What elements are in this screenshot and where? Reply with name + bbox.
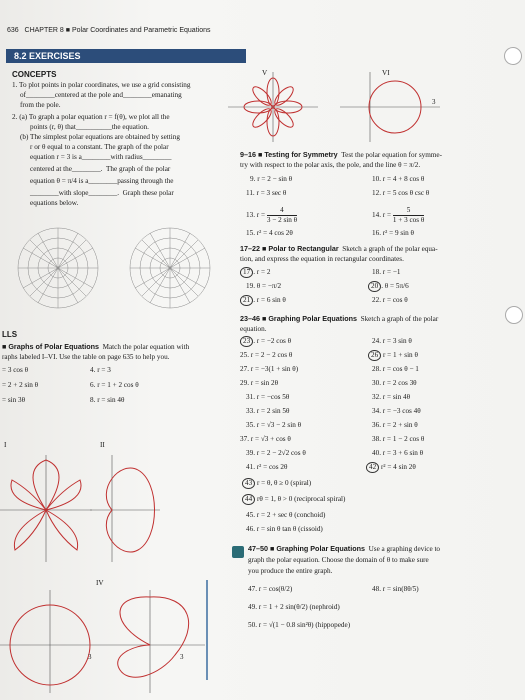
chapter-title: Polar Coordinates and Parametric Equations [71,27,211,34]
exercise-31: 31. r = −cos 5θ [246,393,290,401]
exercise-10: 10. r = 4 + 8 cos θ [372,175,425,183]
exercise-5: = 2 + 2 sin θ [2,381,39,389]
exercise-45: 45. r = 2 + sec θ (conchoid) [246,511,326,519]
running-header [7,27,211,34]
exercise-27: 27. r = −3(1 + sin θ) [240,365,299,373]
exercise-14: 14. r = $\frac{5}{\text{1 + 3 cos θ}}$ [372,206,425,224]
exercise-49: 49. r = 1 + 2 sin(θ/2) (nephroid) [248,603,340,611]
q2-line5: equation r = 3 is a________with radius________ [30,153,172,161]
exercise-33: 33. r = 2 sin 5θ [246,407,290,415]
binder-hole [505,306,523,324]
tick-3c: 3 [432,98,436,106]
graph-V-rose [228,72,318,142]
exercise-34: 34. r = −3 cos 4θ [372,407,421,415]
header-bullet: ■ [65,27,71,34]
graph-II-cardioid [90,450,160,565]
q1-line2: of________centered at the pole and________emanating [20,91,182,99]
symmetry-header: 9–16 ■ Testing for Symmetry Test the polar equation for symme- [240,150,442,159]
exercise-4: 4. r = 3 [90,366,111,374]
section-banner: 8.2 EXERCISES [6,49,246,63]
concepts-heading: CONCEPTS [12,70,57,79]
q2-line2: points (r, θ) that__________the equation. [30,123,149,131]
q1-line3: from the pole. [20,101,61,109]
skills-heading: LLS [2,330,18,339]
exercise-7: = sin 3θ [2,396,26,404]
symmetry-line2: try with respect to the polar axis, the pole, and the line θ = π/2. [240,161,421,169]
exercise-50: 50. r = √(1 − 0.8 sin²θ) (hippopede) [248,621,351,629]
exercise-19: 19. θ = −π/2 [246,282,282,290]
exercise-25: 25. r = 2 − 2 cos θ [240,351,293,359]
exercise-6: 6. r = 1 + 2 cos θ [90,381,139,389]
tick-3a: 3 [88,653,92,661]
exercise-47: 47. r = cos(θ/2) [248,585,293,593]
graphing-header: 23–46 ■ Graphing Polar Equations Sketch a graph of the polar [240,314,439,323]
rect-line2: tion, and express the equation in rectangular coordinates. [240,255,404,263]
q2-line6: centered at the________. The graph of the polar [30,165,171,173]
device-line3: you produce the entire graph. [248,567,333,575]
exercise-48: 48. r = sin(8θ/5) [372,585,419,593]
exercise-21: 21 . r = 6 sin θ [240,295,286,306]
exercise-39: 39. r = 2 − 2√2 cos θ [246,449,306,457]
exercise-28: 28. r = cos θ − 1 [372,365,419,373]
q2-line9: equations below. [30,199,79,207]
exercise-8: 8. r = sin 4θ [90,396,125,404]
graph-label-VI: VI [382,69,390,77]
exercise-46: 46. r = sin θ tan θ (cissoid) [246,525,323,533]
graph-label-V: V [262,69,268,77]
q2-line3: (b) The simplest polar equations are obtained by setting [20,133,180,141]
graph-VI-circle [340,72,440,142]
graphing-line2: equation. [240,325,267,333]
device-header: 47–50 ■ Graphing Polar Equations Use a graphing device to [248,544,441,553]
device-line2: graph the polar equation. Choose the domain of θ to make sure [248,556,429,564]
exercise-26: 26 r = 1 + sin θ [368,350,418,361]
exercise-20: 20 . θ = 5π/6 [368,281,409,292]
rect-header: 17–22 ■ Polar to Rectangular Sketch a graph of the polar equa- [240,244,438,253]
exercise-35: 35. r = √3 − 2 sin θ [246,421,302,429]
page-number: 636 [7,27,19,34]
exercise-3: = 3 cos θ [2,366,29,374]
exercise-32: 32. r = sin 4θ [372,393,411,401]
graph-label-I: I [4,441,7,449]
exercise-24: 24. r = 3 sin θ [372,337,412,345]
exercise-30: 30. r = 2 cos 3θ [372,379,417,387]
polar-grid-left [8,218,108,318]
graph-I-rose [0,450,92,565]
q2-line1: 2. (a) To graph a polar equation r = f(θ), we plot all the [12,113,170,121]
chapter-label: CHAPTER 8 [24,27,64,34]
q2-line8: ________with slope________. Graph these polar [30,189,174,197]
exercise-41: 41. r² = cos 2θ [246,463,288,471]
exercise-44: 44 rθ = 1, θ > 0 (reciprocal spiral) [242,494,345,505]
exercise-17: 17 . r = 2 [240,267,270,278]
exercise-43: 43 r = θ, θ ≥ 0 (spiral) [242,478,311,489]
exercise-23: 23 . r = −2 cos θ [240,336,291,347]
exercise-29: 29. r = sin 2θ [240,379,279,387]
skills-intro: ■ Graphs of Polar Equations Match the polar equation with [2,342,190,351]
polar-grid-right [120,218,220,318]
exercise-42: 42 r² = 4 sin 2θ [366,462,416,473]
binder-hole [504,47,522,65]
q2-line4: r or θ equal to a constant. The graph of the polar [30,143,169,151]
exercise-13: 13. r = $\frac{4}{\text{3 − 2 sin θ}}$ [246,206,298,224]
graph-label-IV: IV [96,579,104,587]
exercise-16: 16. r² = 9 sin θ [372,229,414,237]
exercise-36: 36. r = 2 + sin θ [372,421,418,429]
exercise-22: 22. r = cos θ [372,296,408,304]
q2-line7: equation θ = π/4 is a________passing through the [30,177,174,185]
q1-line1: 1. To plot points in polar coordinates, we use a grid consisting [12,81,191,89]
tick-3b: 3 [180,653,184,661]
exercise-9: 9. r = 2 − sin θ [250,175,293,183]
skills-intro-2: raphs labeled I–VI. Use the table on page 635 to help you. [2,353,170,361]
graphs-bottom [0,585,210,695]
exercise-40: 40. r = 3 + 6 sin θ [372,449,424,457]
exercise-37: 37. r = √3 + cos θ [240,435,291,443]
exercise-11: 11. r = 3 sec θ [246,189,287,197]
graphing-device-icon [232,546,244,558]
exercise-12: 12. r = 5 cos θ csc θ [372,189,430,197]
exercise-18: 18. r = −1 [372,268,401,276]
exercise-38: 38. r = 1 − 2 cos θ [372,435,425,443]
graph-label-II: II [100,441,105,449]
exercise-15: 15. r² = 4 cos 2θ [246,229,293,237]
